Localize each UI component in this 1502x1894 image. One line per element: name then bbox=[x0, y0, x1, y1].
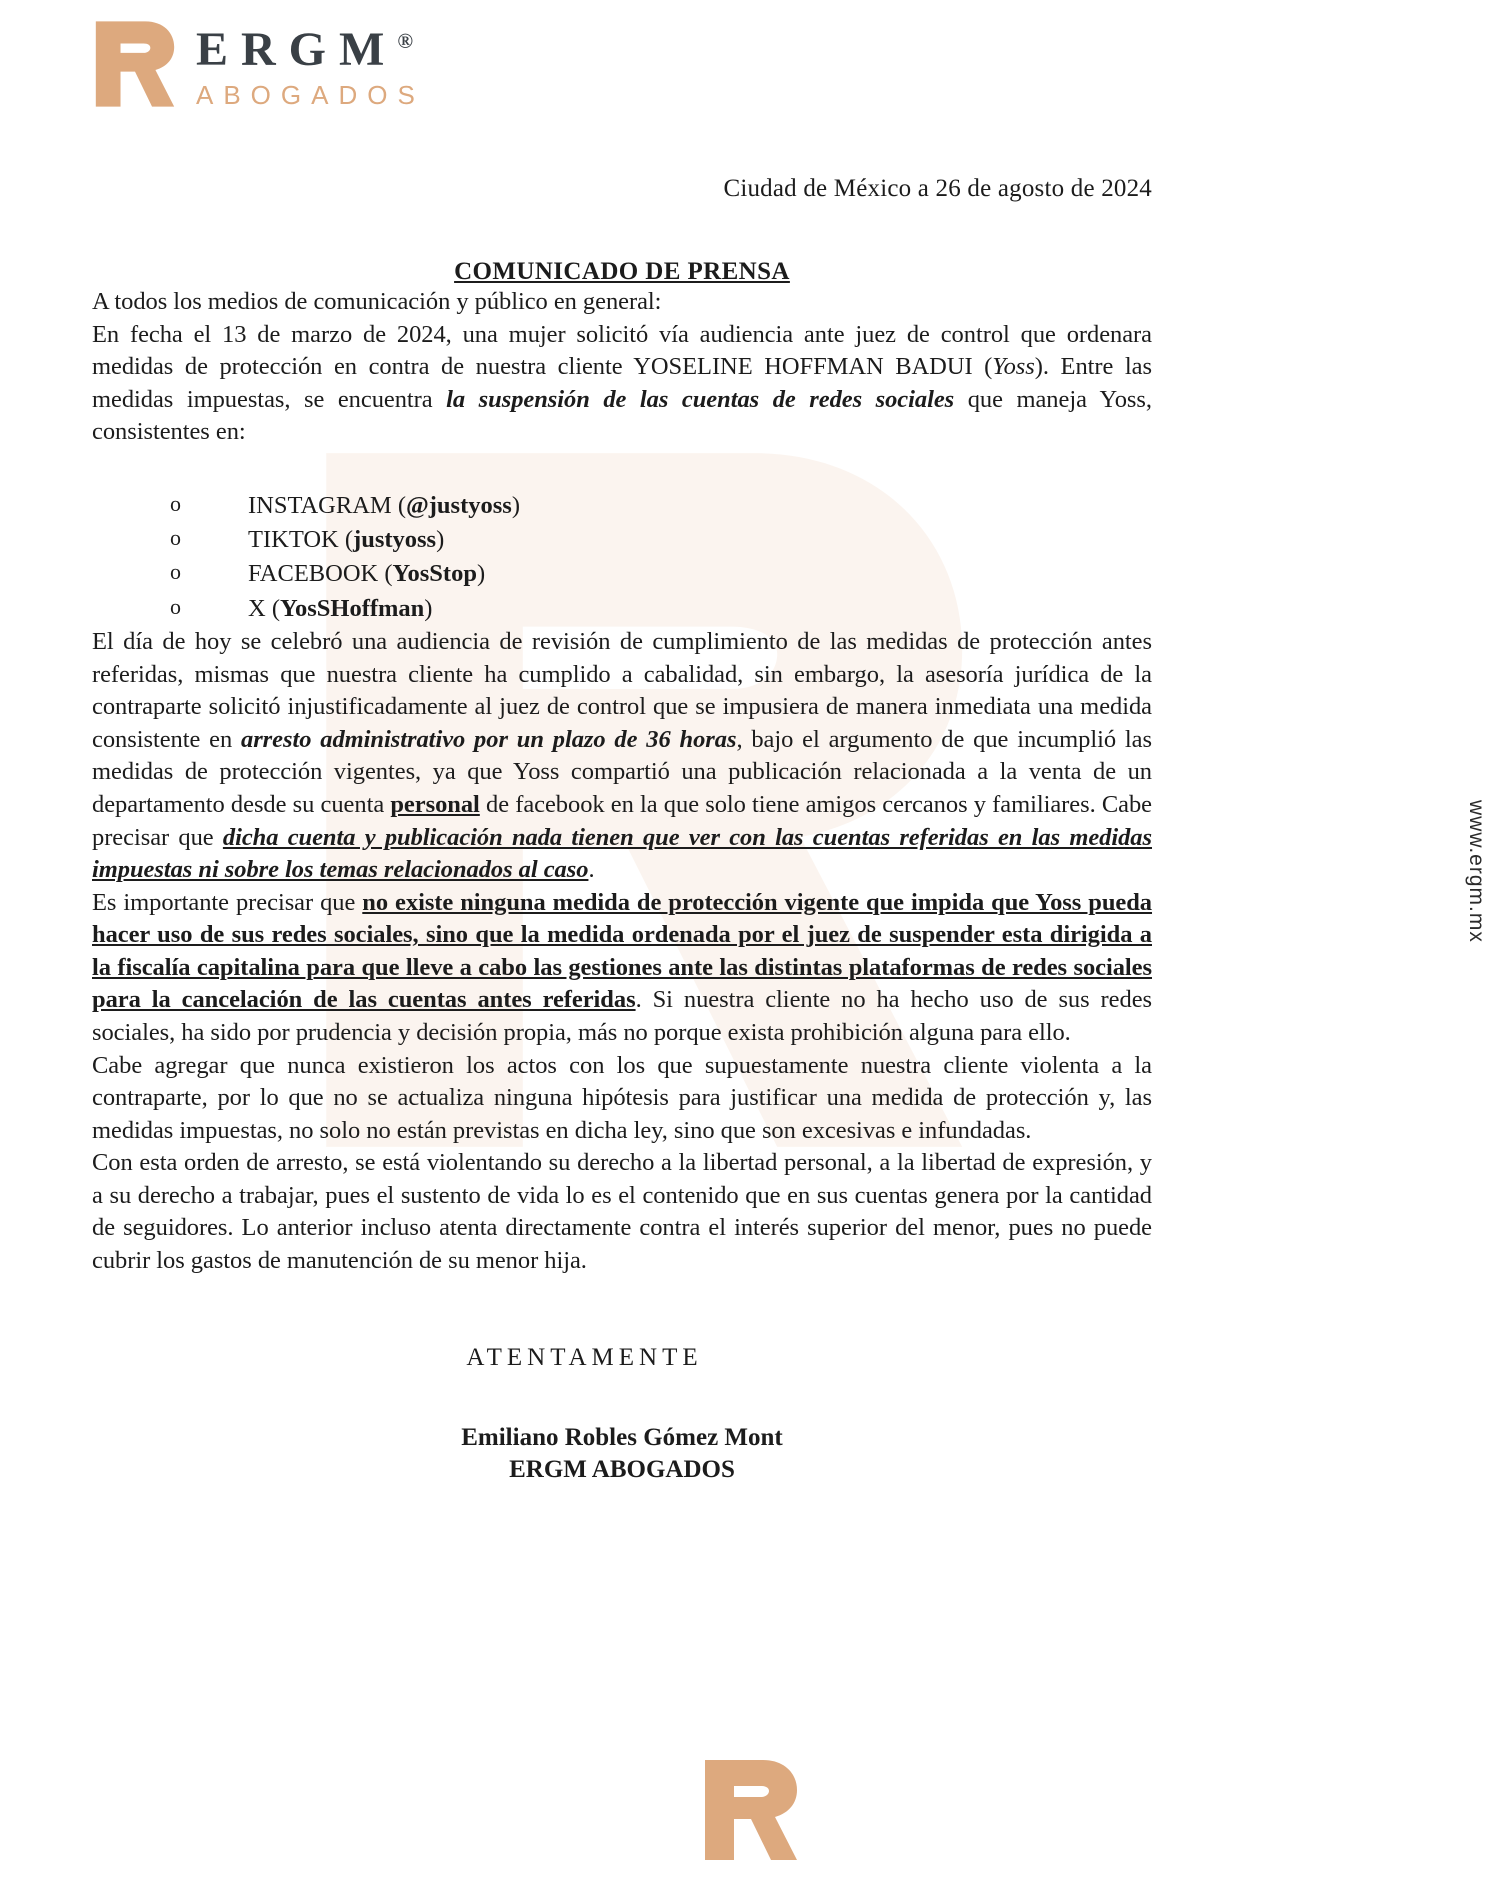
brand-tagline: ABOGADOS bbox=[196, 80, 425, 110]
list-item bbox=[92, 592, 1152, 626]
ergm-monogram-icon bbox=[92, 18, 178, 110]
document-body bbox=[92, 0, 1152, 1487]
p3-s1: Es importante precisar que bbox=[92, 888, 363, 916]
account-handle: YosSHoffman bbox=[280, 594, 425, 622]
paragraph-2 bbox=[92, 626, 1152, 887]
list-item bbox=[92, 557, 1152, 591]
bullet-marker: o bbox=[170, 525, 181, 551]
account-entry: INSTAGRAM (@justyoss) bbox=[248, 491, 520, 519]
account-handle: justyoss bbox=[353, 526, 437, 554]
closing-salutation: ATENTAMENTE bbox=[466, 1343, 703, 1371]
footer-logo-icon bbox=[701, 1756, 801, 1864]
p1-s3: ). Entre las medidas impuestas, se encuentra bbox=[92, 353, 1152, 413]
bullet-marker: o bbox=[170, 593, 181, 619]
page-title: COMUNICADO DE PRENSA bbox=[454, 258, 790, 285]
p2-s3: , bajo el argumento de que incumplió las medidas de protección vigentes, ya que Yoss compartió una publicación relacionada a la venta de un departamento desde su cuenta bbox=[92, 725, 1152, 818]
paragraph-4: Cabe agregar que nunca existieron los actos con los que supuestamente nuestra cliente violenta a la contraparte, por lo que no se actualiza ninguna hipótesis para justificar una medida de protección y, las medidas impuestas, no solo no están previstas en dicha ley, sino que son excesivas e infundadas. bbox=[92, 1051, 1152, 1144]
bullet-marker: o bbox=[170, 490, 181, 516]
signer-firm: ERGM ABOGADOS bbox=[509, 1456, 735, 1484]
dateline: Ciudad de México a 26 de agosto de 2024 bbox=[723, 175, 1152, 202]
account-handle: YosStop bbox=[392, 560, 477, 588]
p2-s5: de facebook en la que solo tiene amigos cercanos y familiares. Cabe precisar que bbox=[92, 790, 1152, 851]
paragraph-3 bbox=[92, 887, 1152, 1050]
p2-s1: El día de hoy se celebró una audiencia de revisión de cumplimiento de las medidas de protección antes referidas, mismas que nuestra cliente ha cumplido a cabalidad, sin embargo, la asesoría jurídica de la contraparte solicitó injustificadamente al juez de control que se impusiera de manera inmediata una medida consistente en bbox=[92, 628, 1152, 753]
platform-name: X bbox=[248, 594, 266, 622]
letterhead bbox=[92, 18, 425, 111]
p1-s1: En fecha el 13 de marzo de 2024, una mujer solicitó vía audiencia ante juez de control que ordenara medidas de protección en contra de nuestra cliente YOSELINE HOFFMAN BADUI ( bbox=[92, 320, 1152, 381]
salutation: A todos los medios de comunicación y público en general: bbox=[92, 288, 662, 315]
platform-name: INSTAGRAM bbox=[248, 491, 392, 519]
p3-key-emphasis: no existe ninguna medida de protección vigente que impida que Yoss pueda hacer uso de sus redes sociales, sino que la medida ordenada por el juez de suspender esta dirigida a la fiscalía capitalina para que lleve a cabo las gestiones ante las distintas plataformas de redes sociales para la cancelación de las cuentas antes referidas bbox=[92, 888, 1153, 1014]
account-entry: FACEBOOK (YosStop) bbox=[248, 560, 486, 588]
p2-personal-emphasis: personal bbox=[390, 790, 480, 818]
paragraph-1 bbox=[92, 319, 1152, 449]
paragraph-5: Con esta orden de arresto, se está violentando su derecho a la libertad personal, a la libertad de expresión, y a su derecho a trabajar, pues el sustento de vida lo es el contenido que en sus cuentas genera por la cantidad de seguidores. Lo anterior incluso atenta directamente contra el interés superior del menor, pues no puede cubrir los gastos de manutención de su menor hija. bbox=[92, 1149, 1152, 1275]
p3-s3: . Si nuestra cliente no ha hecho uso de sus redes sociales, ha sido por prudencia y decisión propia, más no porque exista prohibición alguna para ello. bbox=[92, 986, 1153, 1047]
p1-alias: Yoss bbox=[992, 353, 1035, 381]
list-item bbox=[92, 523, 1152, 557]
account-entry: TIKTOK (justyoss) bbox=[248, 526, 445, 554]
account-handle: @justyoss bbox=[405, 491, 512, 519]
p1-emphasis: la suspensión de las cuentas de redes sociales bbox=[446, 385, 955, 413]
platform-name: FACEBOOK bbox=[248, 560, 379, 588]
signature-block bbox=[92, 1344, 1152, 1487]
platform-name: TIKTOK bbox=[248, 526, 339, 554]
website-url: www.ergm.mx bbox=[1465, 800, 1488, 943]
signer-name: Emiliano Robles Gómez Mont bbox=[461, 1423, 783, 1451]
social-accounts-list bbox=[92, 489, 1152, 626]
p1-s5: que maneja Yoss, consistentes en: bbox=[92, 385, 1152, 446]
p2-arrest-emphasis: arresto administrativo por un plazo de 36 horas bbox=[241, 725, 737, 753]
p2-s7: . bbox=[588, 856, 595, 884]
account-entry: X (YosSHoffman) bbox=[248, 594, 433, 622]
registered-mark: ® bbox=[397, 29, 414, 53]
bullet-marker: o bbox=[170, 559, 181, 585]
list-item bbox=[92, 489, 1152, 523]
p2-account-emphasis: dicha cuenta y publicación nada tienen que ver con las cuentas referidas en las medidas impuestas ni sobre los temas relacionados al caso bbox=[92, 823, 1152, 884]
brand-name: ERGM® bbox=[196, 23, 414, 76]
